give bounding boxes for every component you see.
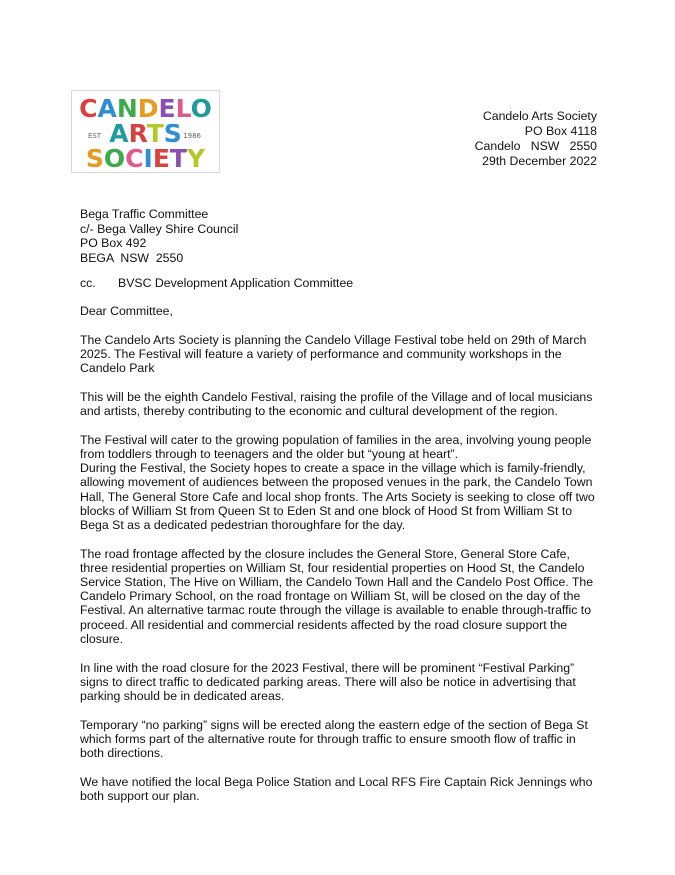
recipient-line-3: PO Box 492 <box>80 236 147 250</box>
paragraph-3a: The Festival will cater to the growing population of families in the area, involving young people from toddlers through to teenagers and the older but “young at heart”. <box>80 432 592 461</box>
sender-po-box: PO Box 4118 <box>524 124 597 138</box>
logo-est-label: EST <box>88 132 102 140</box>
logo-line-society: SOCIETY <box>85 144 206 173</box>
logo-line-candelo: CANDELO <box>79 94 212 123</box>
sender-town: Candelo NSW 2550 <box>474 139 597 153</box>
sender-address <box>475 109 597 169</box>
paragraph-1: The Candelo Arts Society is planning the Candelo Village Festival tobe held on 29th of March 2025. The Festival will feature a variety of performance and community workshops in the Candelo Park <box>80 332 587 376</box>
recipient-line-4: BEGA NSW 2550 <box>80 250 184 265</box>
cc-value: BVSC Development Application Committee <box>118 276 354 290</box>
cc-line <box>80 276 353 290</box>
cc-label: cc. <box>80 276 96 290</box>
logo-year-label: 1986 <box>183 132 201 140</box>
letter-body <box>80 304 600 818</box>
society-logo <box>71 90 220 173</box>
logo-line-arts: ARTS <box>109 119 182 148</box>
paragraph-6: Temporary “no parking” signs will be erected along the eastern edge of the section of Bega St which forms part of the alternative route for through traffic to ensure smooth flow of traffic in both directions. <box>80 717 588 761</box>
sender-name: Candelo Arts Society <box>482 109 597 123</box>
salutation: Dear Committee, <box>80 304 173 318</box>
paragraph-3b: During the Festival, the Society hopes to create a space in the village which is family-friendly, allowing movement of audiences between the proposed venues in the park, the Candelo Town Hall, The General Store Cafe and local shop fronts. The Arts Society is seeking to close off two blocks of William St from Queen St to Eden St and one block of Hood St from William St to Bega St as a dedicated pedestrian thoroughfare for the day. <box>80 461 595 532</box>
paragraph-7: We have notified the local Bega Police Station and Local RFS Fire Captain Rick Jennings who both support our plan. <box>80 774 593 803</box>
letter-date: 29th December 2022 <box>482 154 597 168</box>
paragraph-4: The road frontage affected by the closure includes the General Store, General Store Cafe, three residential properties on William St, four residential properties on Hood St, the Candelo Service Station, The Hive on William, the Candelo Town Hall and the Candelo Post Office. The Candelo Primary School, on the road frontage on William St, will be closed on the day of the Festival. An alternative tarmac route through the village is available to enable through-traffic to proceed. All residential and commercial residents affected by the road closure support the closure. <box>80 546 594 646</box>
paragraph-5: In line with the road closure for the 2023 Festival, there will be prominent “Festival Parking” signs to direct traffic to dedicated parking areas. There will also be notice in advertising that parking should be in dedicated areas. <box>80 660 576 703</box>
recipient-address <box>80 207 238 265</box>
recipient-line-2: c/- Bega Valley Shire Council <box>80 221 239 236</box>
paragraph-2: This will be the eighth Candelo Festival, raising the profile of the Village and of local musicians and artists, thereby contributing to the economic and cultural development of the region. <box>80 389 593 419</box>
recipient-line-1: Bega Traffic Committee <box>80 207 209 221</box>
